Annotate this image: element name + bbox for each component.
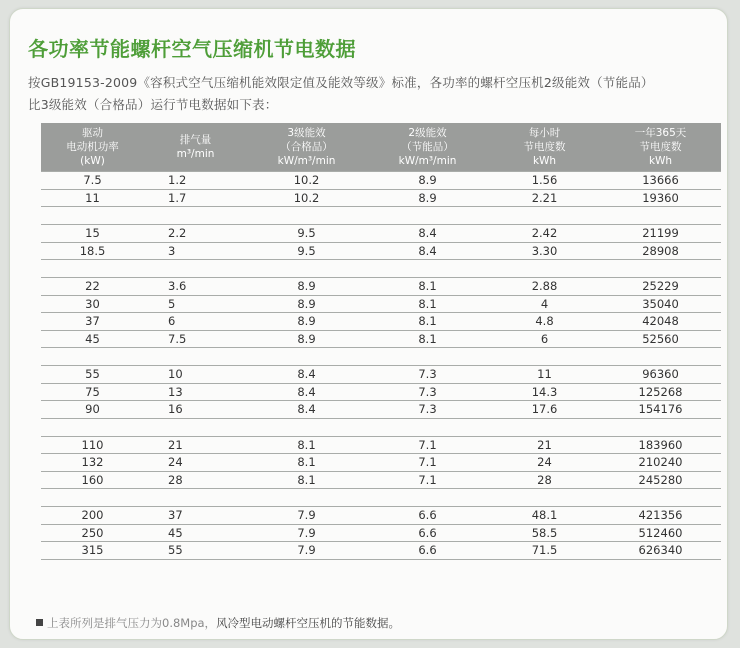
separator-cell — [41, 207, 721, 225]
column-header-line: 每小时 — [528, 127, 561, 139]
table-row — [41, 242, 721, 260]
column-header-line: m³/min — [176, 148, 215, 160]
table-row — [41, 330, 721, 348]
group-separator — [41, 207, 721, 225]
table-cell: 6.6 — [366, 507, 489, 525]
table-cell: 1.7 — [144, 189, 247, 207]
table-cell: 10.2 — [247, 189, 366, 207]
table-cell: 8.1 — [366, 330, 489, 348]
separator-cell — [41, 260, 721, 278]
table-cell: 22 — [41, 278, 144, 296]
column-header-2 — [144, 123, 247, 172]
table-cell: 7.3 — [366, 383, 489, 401]
table-cell: 110 — [41, 436, 144, 454]
table-cell: 71.5 — [489, 542, 600, 560]
table-cell: 42048 — [600, 313, 721, 331]
footnote-type: 风冷型电动螺杆空压机的节能数据。 — [216, 616, 401, 630]
table-cell: 48.1 — [489, 507, 600, 525]
table-cell: 45 — [41, 330, 144, 348]
table-cell: 7.3 — [366, 401, 489, 419]
table-cell: 14.3 — [489, 383, 600, 401]
column-header-line: 驱动 — [82, 127, 103, 139]
table-cell: 1.2 — [144, 172, 247, 190]
table-row — [41, 524, 721, 542]
table-cell: 55 — [41, 366, 144, 384]
table-cell: 7.9 — [247, 542, 366, 560]
table-cell: 9.5 — [247, 242, 366, 260]
table-row — [41, 278, 721, 296]
table-cell: 7.1 — [366, 436, 489, 454]
footnote-pressure: 上表所列是排气压力为0.8Mpa， — [47, 616, 217, 630]
energy-saving-table — [41, 123, 721, 560]
column-header-line: 节电度数 — [523, 141, 566, 153]
table-cell: 2.2 — [144, 225, 247, 243]
table-cell: 132 — [41, 454, 144, 472]
table-cell: 21 — [489, 436, 600, 454]
table-row — [41, 401, 721, 419]
table-header — [41, 123, 721, 172]
table-cell: 55 — [144, 542, 247, 560]
table-cell: 8.1 — [366, 313, 489, 331]
column-header-line: (kW) — [80, 155, 105, 167]
group-separator — [41, 348, 721, 366]
table-cell: 160 — [41, 471, 144, 489]
column-header-line: 节电度数 — [639, 141, 682, 153]
intro-line-2: 比3级能效（合格品）运行节电数据如下表： — [28, 97, 278, 112]
table-cell: 13666 — [600, 172, 721, 190]
column-header-line: kWh — [648, 155, 673, 167]
table-cell: 8.1 — [366, 278, 489, 296]
table-cell: 2.21 — [489, 189, 600, 207]
column-header-line: （合格品） — [280, 141, 333, 153]
table-cell: 24 — [489, 454, 600, 472]
table-cell: 512460 — [600, 524, 721, 542]
table-cell: 13 — [144, 383, 247, 401]
separator-cell — [41, 348, 721, 366]
footnote — [36, 615, 400, 631]
table-cell: 17.6 — [489, 401, 600, 419]
table-row — [41, 366, 721, 384]
table-cell: 8.1 — [247, 471, 366, 489]
table-cell: 8.4 — [247, 366, 366, 384]
table-cell: 11 — [489, 366, 600, 384]
column-header-line: kW/m³/min — [398, 155, 457, 167]
table-cell: 52560 — [600, 330, 721, 348]
table-cell: 7.1 — [366, 471, 489, 489]
table-cell: 96360 — [600, 366, 721, 384]
bullet-square-icon — [36, 619, 43, 626]
table-row — [41, 471, 721, 489]
table-cell: 35040 — [600, 295, 721, 313]
table-cell: 183960 — [600, 436, 721, 454]
table-cell: 7.9 — [247, 507, 366, 525]
table-cell: 125268 — [600, 383, 721, 401]
group-separator — [41, 489, 721, 507]
table-cell: 154176 — [600, 401, 721, 419]
table-cell: 626340 — [600, 542, 721, 560]
table-cell: 37 — [144, 507, 247, 525]
table-cell: 4 — [489, 295, 600, 313]
table-cell: 18.5 — [41, 242, 144, 260]
table-row — [41, 189, 721, 207]
table-body — [41, 172, 721, 560]
table-cell: 21 — [144, 436, 247, 454]
table-cell: 15 — [41, 225, 144, 243]
table-row — [41, 172, 721, 190]
table-cell: 5 — [144, 295, 247, 313]
table-cell: 28 — [144, 471, 247, 489]
column-header-line: kWh — [532, 155, 557, 167]
table-cell: 8.4 — [366, 225, 489, 243]
table-cell: 8.9 — [366, 172, 489, 190]
table-cell: 8.4 — [366, 242, 489, 260]
table-cell: 7.5 — [144, 330, 247, 348]
column-header-line: 3级能效 — [287, 127, 326, 139]
table-cell: 2.42 — [489, 225, 600, 243]
column-header-line: 2级能效 — [408, 127, 447, 139]
table-cell: 7.9 — [247, 524, 366, 542]
column-header-line: 排气量 — [179, 134, 212, 146]
table-cell: 8.1 — [247, 436, 366, 454]
column-header-4 — [366, 123, 489, 172]
table-cell: 8.9 — [366, 189, 489, 207]
table-cell: 8.9 — [247, 313, 366, 331]
table-cell: 8.1 — [366, 295, 489, 313]
column-header-line: 一年365天 — [634, 127, 687, 139]
table-cell: 2.88 — [489, 278, 600, 296]
table-row — [41, 436, 721, 454]
table-cell: 8.9 — [247, 295, 366, 313]
table-cell: 45 — [144, 524, 247, 542]
table-cell: 7.3 — [366, 366, 489, 384]
separator-cell — [41, 489, 721, 507]
table-cell: 7.1 — [366, 454, 489, 472]
column-header-line: 电动机功率 — [66, 141, 119, 153]
table-cell: 9.5 — [247, 225, 366, 243]
table-cell: 37 — [41, 313, 144, 331]
column-header-5 — [489, 123, 600, 172]
intro-paragraph — [28, 72, 718, 116]
table-cell: 7.5 — [41, 172, 144, 190]
table-cell: 28 — [489, 471, 600, 489]
table-cell: 8.9 — [247, 330, 366, 348]
table-cell: 245280 — [600, 471, 721, 489]
content-card — [9, 8, 728, 640]
table-cell: 1.56 — [489, 172, 600, 190]
table-cell: 10 — [144, 366, 247, 384]
page-title: 各功率节能螺杆空气压缩机节电数据 — [28, 37, 356, 61]
table-cell: 19360 — [600, 189, 721, 207]
table-cell: 200 — [41, 507, 144, 525]
table-row — [41, 507, 721, 525]
table-cell: 11 — [41, 189, 144, 207]
table-cell: 10.2 — [247, 172, 366, 190]
table-cell: 3.30 — [489, 242, 600, 260]
table-cell: 90 — [41, 401, 144, 419]
table-cell: 210240 — [600, 454, 721, 472]
table-cell: 315 — [41, 542, 144, 560]
column-header-line: kW/m³/min — [277, 155, 336, 167]
table-cell: 8.4 — [247, 383, 366, 401]
table-cell: 6 — [489, 330, 600, 348]
group-separator — [41, 260, 721, 278]
table-cell: 6.6 — [366, 542, 489, 560]
table-row — [41, 313, 721, 331]
table-cell: 3 — [144, 242, 247, 260]
table-cell: 8.9 — [247, 278, 366, 296]
table-cell: 6.6 — [366, 524, 489, 542]
separator-cell — [41, 418, 721, 436]
table-cell: 16 — [144, 401, 247, 419]
table-cell: 25229 — [600, 278, 721, 296]
table-cell: 3.6 — [144, 278, 247, 296]
table-cell: 21199 — [600, 225, 721, 243]
table-cell: 4.8 — [489, 313, 600, 331]
table-cell: 58.5 — [489, 524, 600, 542]
table-row — [41, 454, 721, 472]
table-row — [41, 383, 721, 401]
column-header-1 — [41, 123, 144, 172]
table-cell: 75 — [41, 383, 144, 401]
intro-line-1: 按GB19153-2009《容积式空气压缩机能效限定值及能效等级》标准，各功率的螺杆空压机2级能效（节能品） — [28, 75, 654, 90]
table-cell: 6 — [144, 313, 247, 331]
column-header-3 — [247, 123, 366, 172]
group-separator — [41, 418, 721, 436]
table-row — [41, 542, 721, 560]
table-row — [41, 225, 721, 243]
column-header-6 — [600, 123, 721, 172]
table-cell: 421356 — [600, 507, 721, 525]
table-cell: 8.1 — [247, 454, 366, 472]
table-cell: 24 — [144, 454, 247, 472]
column-header-line: （节能品） — [401, 141, 454, 153]
table-row — [41, 295, 721, 313]
table-cell: 250 — [41, 524, 144, 542]
table-cell: 8.4 — [247, 401, 366, 419]
table-cell: 28908 — [600, 242, 721, 260]
table-cell: 30 — [41, 295, 144, 313]
